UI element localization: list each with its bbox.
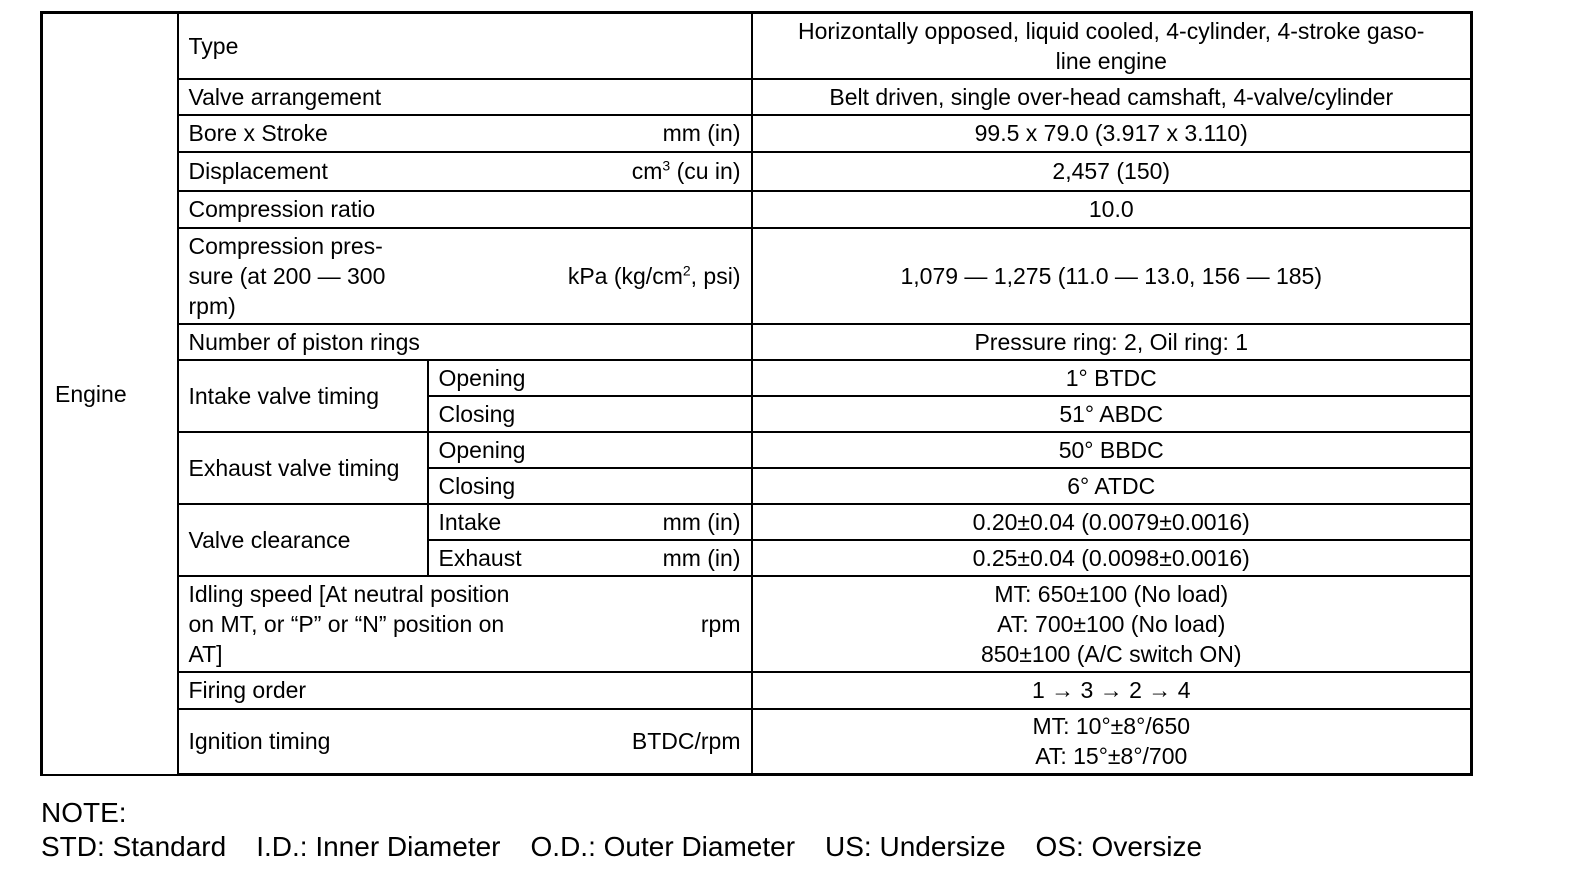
spec-value-clearance-intake: 0.20±0.04 (0.0079±0.0016) bbox=[752, 504, 1472, 540]
note-block bbox=[41, 796, 1202, 864]
spec-label-type: Type bbox=[178, 13, 752, 79]
spec-cell-idling-speed bbox=[178, 576, 752, 672]
spec-value-type bbox=[752, 13, 1472, 79]
spec-label-bore-stroke: Bore x Stroke bbox=[188, 120, 328, 146]
unit-superscript: 2 bbox=[682, 261, 691, 278]
spec-unit-bore-stroke: mm (in) bbox=[662, 120, 741, 146]
spec-cell-displacement bbox=[178, 152, 752, 191]
legend-item: US: Undersize bbox=[825, 831, 1006, 862]
spec-label-compression-ratio: Compression ratio bbox=[178, 191, 752, 228]
spec-label-displacement: Displacement bbox=[188, 158, 328, 184]
spec-unit-clearance-exhaust: mm (in) bbox=[662, 544, 741, 571]
spec-value-exhaust-closing: 6° ATDC bbox=[752, 468, 1472, 504]
legend-item: STD: Standard bbox=[41, 831, 227, 862]
spec-unit-clearance-intake: mm (in) bbox=[662, 508, 741, 535]
spec-value-idling-speed bbox=[752, 576, 1472, 672]
spec-sublabel-clearance-intake: Intake bbox=[438, 508, 502, 535]
value-line: MT: 10°±8°/650 bbox=[1032, 713, 1191, 740]
spec-value-valve-arrangement: Belt driven, single over-head camshaft, 4-valve/cylinder bbox=[752, 79, 1472, 115]
engine-spec-table bbox=[40, 11, 1473, 776]
spec-value-displacement: 2,457 (150) bbox=[752, 152, 1472, 191]
legend-item: I.D.: Inner Diameter bbox=[256, 831, 501, 862]
unit-suffix: (cu in) bbox=[670, 158, 741, 184]
spec-label-ignition-timing: Ignition timing bbox=[188, 728, 331, 755]
table-row bbox=[42, 228, 1472, 324]
spec-value-bore-stroke: 99.5 x 79.0 (3.917 x 3.110) bbox=[752, 115, 1472, 152]
spec-sublabel-intake-opening: Opening bbox=[428, 360, 752, 396]
spec-sublabel-exhaust-opening: Opening bbox=[428, 432, 752, 468]
spec-unit-idling-speed: rpm bbox=[700, 610, 741, 637]
spec-value-ignition-timing bbox=[752, 709, 1472, 775]
table-row bbox=[42, 152, 1472, 191]
abbreviation-legend bbox=[41, 830, 1202, 864]
spec-value-compression-pressure: 1,079 — 1,275 (11.0 — 13.0, 156 — 185) bbox=[752, 228, 1472, 324]
value-line: AT: 700±100 (No load) bbox=[997, 610, 1226, 637]
unit-suffix: , psi) bbox=[690, 262, 741, 289]
spec-cell-clearance-exhaust bbox=[428, 540, 752, 576]
table-row bbox=[42, 504, 1472, 540]
spec-cell-ignition-timing bbox=[178, 709, 752, 775]
spec-sublabel-intake-closing: Closing bbox=[428, 396, 752, 432]
spec-label-exhaust-valve-timing: Exhaust valve timing bbox=[178, 432, 428, 504]
spec-cell-clearance-intake bbox=[428, 504, 752, 540]
value-line: 850±100 (A/C switch ON) bbox=[980, 640, 1242, 667]
label-line: AT] bbox=[188, 640, 223, 667]
table-row bbox=[42, 360, 1472, 396]
legend-item: OS: Oversize bbox=[1035, 831, 1203, 862]
spec-value-type-line2: line engine bbox=[1055, 47, 1167, 74]
spec-unit-ignition-timing: BTDC/rpm bbox=[631, 728, 741, 755]
label-line: sure (at 200 — 300 bbox=[188, 262, 386, 289]
label-line: Compression pres- bbox=[188, 232, 383, 259]
spec-value-intake-opening: 1° BTDC bbox=[752, 360, 1472, 396]
spec-unit-displacement bbox=[632, 156, 741, 186]
table-row bbox=[42, 672, 1472, 709]
note-title: NOTE: bbox=[41, 797, 127, 828]
spec-label-valve-clearance: Valve clearance bbox=[178, 504, 428, 576]
spec-value-compression-ratio: 10.0 bbox=[752, 191, 1472, 228]
label-line: rpm) bbox=[188, 292, 236, 319]
spec-unit-compression-pressure bbox=[568, 261, 741, 291]
spec-label-compression-pressure bbox=[189, 231, 560, 321]
label-line: Idling speed [At neutral position bbox=[188, 580, 510, 607]
group-label-engine: Engine bbox=[42, 13, 178, 775]
spec-value-type-line1: Horizontally opposed, liquid cooled, 4-cylinder, 4-stroke gaso- bbox=[798, 17, 1425, 44]
table-row bbox=[42, 324, 1472, 360]
table-row bbox=[42, 13, 1472, 79]
spec-cell-bore-stroke bbox=[178, 115, 752, 152]
spec-label-valve-arrangement: Valve arrangement bbox=[178, 79, 752, 115]
legend-item: O.D.: Outer Diameter bbox=[530, 831, 796, 862]
unit-superscript: 3 bbox=[662, 157, 671, 174]
table-row bbox=[42, 432, 1472, 468]
spec-value-clearance-exhaust: 0.25±0.04 (0.0098±0.0016) bbox=[752, 540, 1472, 576]
spec-label-idling-speed bbox=[189, 579, 693, 669]
spec-cell-compression-pressure bbox=[178, 228, 752, 324]
unit-prefix: kPa (kg/cm bbox=[567, 262, 683, 289]
table-row bbox=[42, 79, 1472, 115]
table-row bbox=[42, 576, 1472, 672]
label-line: on MT, or “P” or “N” position on bbox=[188, 610, 505, 637]
spec-label-firing-order: Firing order bbox=[178, 672, 752, 709]
value-line: MT: 650±100 (No load) bbox=[994, 580, 1229, 607]
value-line: AT: 15°±8°/700 bbox=[1035, 743, 1188, 770]
table-row bbox=[42, 191, 1472, 228]
spec-value-exhaust-opening: 50° BBDC bbox=[752, 432, 1472, 468]
spec-value-piston-rings: Pressure ring: 2, Oil ring: 1 bbox=[752, 324, 1472, 360]
spec-value-intake-closing: 51° ABDC bbox=[752, 396, 1472, 432]
unit-prefix: cm bbox=[631, 158, 663, 184]
spec-sublabel-clearance-exhaust: Exhaust bbox=[438, 544, 522, 571]
table-row bbox=[42, 115, 1472, 152]
spec-label-intake-valve-timing: Intake valve timing bbox=[178, 360, 428, 432]
spec-value-firing-order: 1 → 3 → 2 → 4 bbox=[752, 672, 1472, 709]
spec-label-piston-rings: Number of piston rings bbox=[178, 324, 752, 360]
table-row bbox=[42, 709, 1472, 775]
spec-sublabel-exhaust-closing: Closing bbox=[428, 468, 752, 504]
